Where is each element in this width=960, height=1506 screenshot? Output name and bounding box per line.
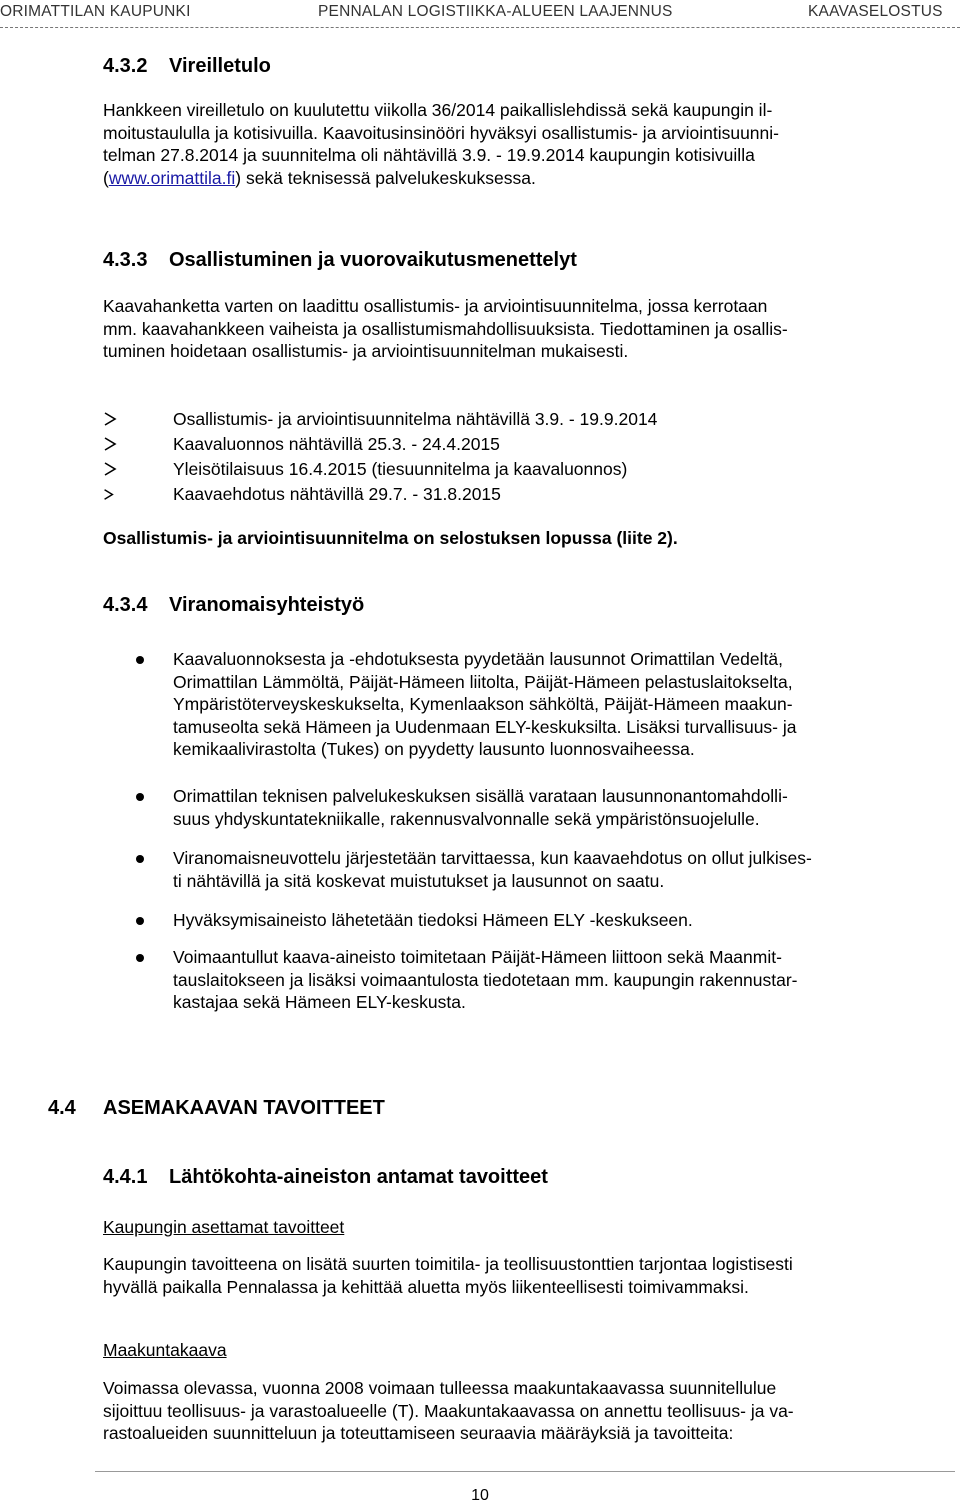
paragraph-line: tuminen hoidetaan osallistumis- ja arviointisuunnitelman mukaisesti.: [103, 341, 629, 361]
heading-4-3-2: [103, 55, 271, 78]
footer-rule: [95, 1471, 955, 1472]
bullet-text: [173, 909, 960, 932]
bullet-line: Viranomaisneuvottelu järjestetään tarvittaessa, kun kaavaehdotus on ollut julkises-: [173, 848, 812, 868]
paragraph-osallistuminen: [103, 295, 953, 363]
bullet-line: Orimattilan Lämmöltä, Päijät-Hämeen liitolta, Päijät-Hämeen pelastuslaitokselta,: [173, 671, 793, 692]
paragraph-line: Kaupungin tavoitteena on lisätä suurten toimitila- ja teollisuustonttien tarjontaa logistisesti: [103, 1254, 793, 1274]
paragraph-kaupungin-tavoitteet: [103, 1253, 953, 1298]
paragraph-vireilletulo: [103, 99, 953, 189]
bullet-dot-icon: [136, 855, 144, 863]
bullet-text: [173, 785, 960, 830]
heading-title: ASEMAKAAVAN TAVOITTEET: [103, 1097, 385, 1119]
paragraph-line: Voimassa olevassa, vuonna 2008 voimaan tulleessa maakuntakaavassa suunnitellulue: [103, 1378, 777, 1398]
heading-number: 4.4.1: [103, 1166, 148, 1188]
heading-number: 4.3.2: [103, 55, 148, 77]
paragraph-line: hyvällä paikalla Pennalassa ja kehittää aluetta myös liikenteellisesti toimivammaksi.: [103, 1276, 749, 1297]
note-liite-2: Osallistumis- ja arviointisuunnitelma on selostuksen lopussa (liite 2).: [103, 528, 678, 548]
page-number: 10: [471, 1487, 489, 1504]
heading-4-4-1: [103, 1166, 548, 1189]
header-rule: [0, 27, 960, 28]
bullet-dot-icon: [136, 954, 144, 962]
paragraph-line: Hankkeen vireilletulo on kuulutettu viikolla 36/2014 paikallislehdissä sekä kaupungin il-: [103, 100, 773, 120]
arrow-bullet-icon: [103, 462, 117, 476]
paragraph-line: moitustaululla ja kotisivuilla. Kaavoitusinsinööri hyväksyi osallistumis- ja arviointisuunni-: [103, 122, 779, 143]
bullet-line: Ympäristöterveyskeskukselta, Kymenlaakson sähköltä, Päijät-Hämeen maakun-: [173, 694, 793, 714]
bullet-line: tauslaitokseen ja lisäksi voimaantulosta tiedotetaan mm. kaupungin rakennustar-: [173, 969, 798, 990]
bullet-dot-icon: [136, 656, 144, 664]
bullet-line: ti nähtävillä ja sitä koskevat muistutukset ja lausunnot on saatu.: [173, 870, 665, 891]
list-item-text: Yleisötilaisuus 16.4.2015 (tiesuunnitelma ja kaavaluonnos): [173, 459, 628, 479]
arrow-bullet-icon: [103, 412, 117, 426]
paragraph-line: rastoalueiden suunnitteluun ja toteuttamiseen seuraavia määräyksiä ja tavoitteita:: [103, 1423, 734, 1443]
paragraph-line: [103, 167, 953, 190]
orimattila-link[interactable]: www.orimattila.fi: [108, 167, 236, 188]
paragraph-line: telman 27.8.2014 ja suunnitelma oli nähtävillä 3.9. - 19.9.2014 kaupungin kotisivuilla: [103, 145, 755, 165]
heading-title: Osallistuminen ja vuorovaikutusmenettelyt: [169, 249, 577, 271]
list-item-text: Osallistumis- ja arviointisuunnitelma nähtävillä 3.9. - 19.9.2014: [173, 409, 658, 429]
bullet-dot-icon: [136, 793, 144, 801]
paragraph-line: sijoittuu teollisuus- ja varastoalueelle (T). Maakuntakaavassa on annettu teollisuus- ja va-: [103, 1400, 794, 1421]
heading-number: 4.3.4: [103, 594, 148, 616]
heading-number: 4.3.3: [103, 249, 148, 271]
heading-4-3-4: [103, 594, 364, 617]
bullet-line: Hyväksymisaineisto lähetetään tiedoksi Hämeen ELY -keskukseen.: [173, 910, 693, 930]
paragraph-maakuntakaava: [103, 1377, 953, 1445]
bullet-text: [173, 847, 960, 892]
paren-open: (: [103, 167, 109, 188]
bullet-line: kemikaalivirastolta (Tukes) on pyydetty lausunto luonnosvaiheessa.: [173, 739, 695, 759]
heading-title: Lähtökohta-aineiston antamat tavoitteet: [169, 1166, 548, 1188]
bullet-line: Kaavaluonnoksesta ja -ehdotuksesta pyydetään lausunnot Orimattilan Vedeltä,: [173, 649, 783, 669]
paragraph-line: Kaavahanketta varten on laadittu osallistumis- ja arviointisuunnitelma, jossa kerrotaan: [103, 296, 768, 316]
list-item-text: Kaavaluonnos nähtävillä 25.3. - 24.4.2015: [173, 434, 500, 454]
heading-number: 4.4: [48, 1097, 76, 1119]
subheading-maakuntakaava: Maakuntakaava: [103, 1340, 227, 1360]
header-right: KAAVASELOSTUS: [808, 3, 943, 20]
arrow-bullet-icon: [103, 437, 117, 451]
bullet-line: suus yhdyskuntatekniikalle, rakennusvalvonnalle sekä ympäristönsuojelulle.: [173, 808, 760, 829]
header-center: PENNALAN LOGISTIIKKA-ALUEEN LAAJENNUS: [318, 3, 673, 20]
header-left: ORIMATTILAN KAUPUNKI: [0, 3, 191, 20]
arrow-list: [103, 409, 903, 509]
bullet-text: [173, 648, 960, 761]
subheading-kaupungin-tavoitteet: Kaupungin asettamat tavoitteet: [103, 1217, 345, 1237]
heading-4-3-3: [103, 249, 577, 272]
bullet-dot-icon: [136, 917, 144, 925]
heading-title: Viranomaisyhteistyö: [169, 594, 365, 616]
bullet-line: kastajaa sekä Hämeen ELY-keskusta.: [173, 992, 466, 1012]
heading-4-4: [48, 1097, 385, 1120]
bullet-text: [173, 946, 960, 1014]
bullet-line: tamuseolta sekä Hämeen ja Uudenmaan ELY-keskuksilta. Lisäksi turvallisuus- ja: [173, 716, 797, 737]
list-item-text: Kaavaehdotus nähtävillä 29.7. - 31.8.2015: [173, 484, 501, 504]
arrow-bullet-icon: [103, 489, 114, 500]
paragraph-text: ) sekä teknisessä palvelukeskuksessa.: [235, 167, 536, 188]
bullet-line: Orimattilan teknisen palvelukeskuksen sisällä varataan lausunnonantomahdolli-: [173, 786, 788, 806]
bullet-line: Voimaantullut kaava-aineisto toimitetaan Päijät-Hämeen liittoon sekä Maanmit-: [173, 947, 782, 967]
heading-title: Vireilletulo: [169, 55, 271, 77]
paragraph-line: mm. kaavahankkeen vaiheista ja osallistumismahdollisuuksista. Tiedottaminen ja osallis-: [103, 318, 788, 339]
